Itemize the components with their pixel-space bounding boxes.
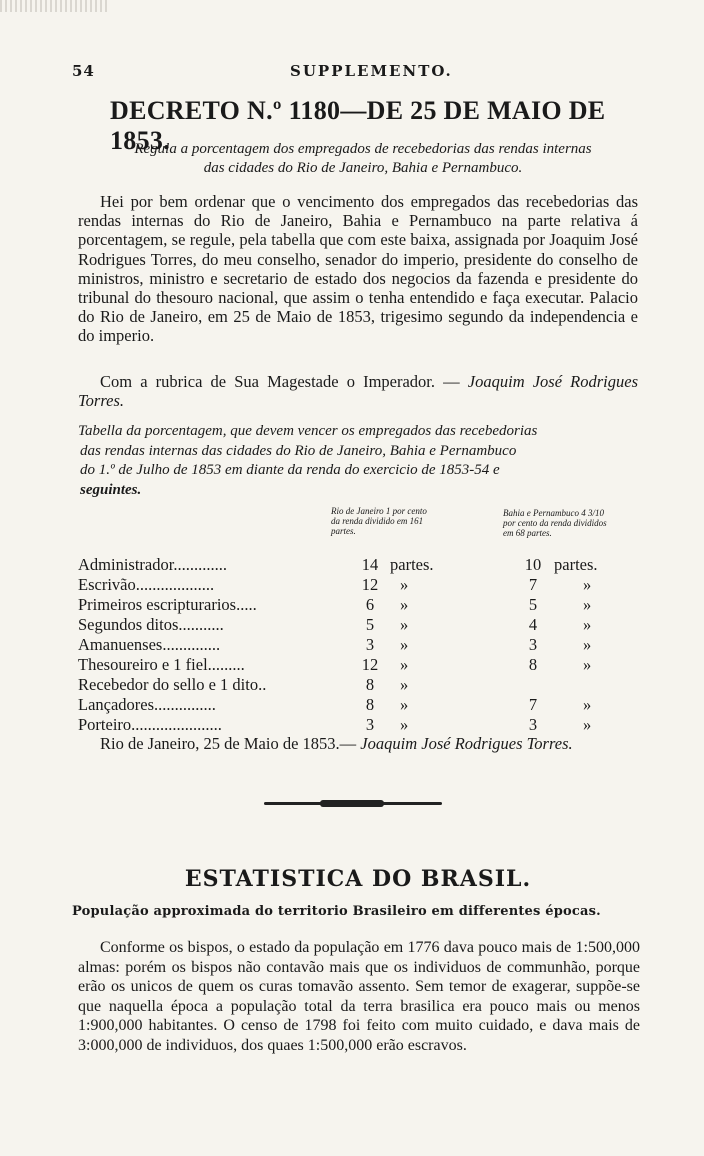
page-number: 54 <box>72 62 95 80</box>
bp-value: 7 <box>528 575 538 594</box>
rio-value: 3 <box>365 715 375 734</box>
rio-value: 8 <box>365 675 375 694</box>
section-divider-center <box>320 800 384 807</box>
closing-prefix: Rio de Janeiro, 25 de Maio de 1853.— <box>100 734 357 753</box>
row-label: Porteiro...................... <box>78 715 222 734</box>
bp-value: 8 <box>528 655 538 674</box>
row-label: Segundos ditos........... <box>78 615 224 634</box>
bp-value: 3 <box>528 635 538 654</box>
bp-value: 5 <box>528 595 538 614</box>
rio-value: 8 <box>365 695 375 714</box>
signature-name: Joaquim José Rodrigues Torres. <box>78 372 639 411</box>
table-caption-line1: Tabella da porcentagem, que devem vencer os empregados das recebedorias <box>78 423 538 439</box>
decree-subtitle-line1: Regula a porcentagem dos empregados de recebedorias das rendas internas <box>134 141 592 157</box>
rio-mark: » <box>400 615 409 634</box>
row-label: Thesoureiro e 1 fiel......... <box>78 655 245 674</box>
rio-mark: » <box>400 575 409 594</box>
table-row <box>78 595 638 615</box>
table-caption-line2: das rendas internas das cidades do Rio de Janeiro, Bahia e Pernambuco <box>80 442 517 459</box>
column-header-bp-line2: por cento da renda divididos <box>503 518 607 528</box>
decree-signature <box>78 372 638 410</box>
decree-title: DECRETO N.º 1180—DE 25 DE MAIO DE 1853. <box>110 96 606 155</box>
column-header-bahia-pernambuco <box>503 508 645 538</box>
row-label: Administrador............. <box>78 555 227 574</box>
rio-value: 5 <box>365 615 375 634</box>
column-header-bp-line1: Bahia e Pernambuco 4 3/10 <box>503 508 604 518</box>
statistics-title: ESTATISTICA DO BRASIL. <box>184 866 532 892</box>
rio-mark: » <box>400 715 409 734</box>
row-label: Primeiros escripturarios..... <box>78 595 257 614</box>
statistics-body: Conforme os bispos, o estado da população em 1776 dava pouco mais de 1:500,000 almas: porém os bispos não contavão mais que os individuos de communhão, porque erão os unicos de quem os curas tomavão assento. Sem temor de exagerar, suppõe-se que naquella época a população total da terra brasilica era pouco mais ou menos 1:900,000 habitantes. O censo de 1798 foi feito com muito cuidado, e dava mais de 3:000,000 de individuos, dos quaes 1:500,000 erão escravos. <box>78 939 640 1054</box>
decree-subtitle <box>78 140 648 178</box>
row-label: Amanuenses.............. <box>78 635 221 654</box>
column-header-bp-line3: em 68 partes. <box>503 528 552 538</box>
row-label: Lançadores............... <box>78 695 216 714</box>
table-row <box>78 675 638 695</box>
bp-value: 7 <box>528 695 538 714</box>
rio-value: 12 <box>361 575 379 594</box>
table-row <box>78 575 638 595</box>
row-label: Escrivão................... <box>78 575 215 594</box>
table-row <box>78 635 638 655</box>
bp-value: 3 <box>528 715 538 734</box>
decree-body: Hei por bem ordenar que o vencimento dos empregados das recebedorias das rendas internas do Rio de Janeiro, Bahia e Pernambuco na parte relativa á porcentagem, se regule, pela tabella que com este baixa, assignada por Joaquim José Rodrigues Torres, do meu conselho, senador do imperio, presidente do conselho de ministros, ministro e secretario de estado dos negocios da fazenda e presidente do tribunal do thesouro nacional, que assim o tenha entendido e faça executar. Palacio do Rio de Janeiro, em 25 de Maio de 1853, trigesimo segundo da independencia e do imperio. <box>78 192 638 346</box>
rio-value: 6 <box>365 595 375 614</box>
table-row <box>78 695 638 715</box>
bp-mark: » <box>583 715 592 734</box>
row-label: Recebedor do sello e 1 dito.. <box>78 675 267 694</box>
bp-value: 10 <box>524 555 542 574</box>
bp-mark: » <box>583 615 592 634</box>
column-header-rio-line3: partes. <box>331 526 356 536</box>
table-row <box>78 555 638 575</box>
statistics-subtitle: População approximada do territorio Brasileiro em differentes épocas. <box>72 904 601 919</box>
bp-mark: » <box>583 595 592 614</box>
table-row <box>78 655 638 675</box>
rio-value: 3 <box>365 635 375 654</box>
column-header-rio-line2: da renda dividido em 161 <box>331 516 424 526</box>
bp-mark: partes. <box>554 555 598 574</box>
column-header-rio <box>331 506 463 536</box>
rio-mark: » <box>400 675 409 694</box>
table-caption-line4: seguintes. <box>80 481 142 498</box>
bp-mark: » <box>583 695 592 714</box>
column-header-rio-line1: Rio de Janeiro 1 por cento <box>331 506 427 516</box>
rio-mark: » <box>400 655 409 674</box>
bp-value: 4 <box>528 615 538 634</box>
bp-mark: » <box>583 635 592 654</box>
running-title: SUPPLEMENTO. <box>290 62 453 80</box>
rio-mark: » <box>400 635 409 654</box>
table-closing <box>78 734 640 753</box>
table-row <box>78 615 638 635</box>
rio-value: 12 <box>361 655 379 674</box>
rio-mark: partes. <box>390 555 434 574</box>
print-smudge <box>0 0 110 12</box>
table-row <box>78 715 638 735</box>
rio-value: 14 <box>361 555 379 574</box>
table-caption-line3: do 1.º de Julho de 1853 em diante da renda do exercicio de 1853-54 e <box>80 462 500 478</box>
decree-subtitle-line2: das cidades do Rio de Janeiro, Bahia e Pernambuco. <box>203 160 523 176</box>
closing-name: Joaquim José Rodrigues Torres. <box>360 734 573 753</box>
rio-mark: » <box>400 595 409 614</box>
signature-prefix: Com a rubrica de Sua Magestade o Imperador. — <box>100 372 460 391</box>
bp-mark: » <box>583 655 592 674</box>
table-caption <box>78 422 640 500</box>
rio-mark: » <box>400 695 409 714</box>
bp-mark: » <box>583 575 592 594</box>
